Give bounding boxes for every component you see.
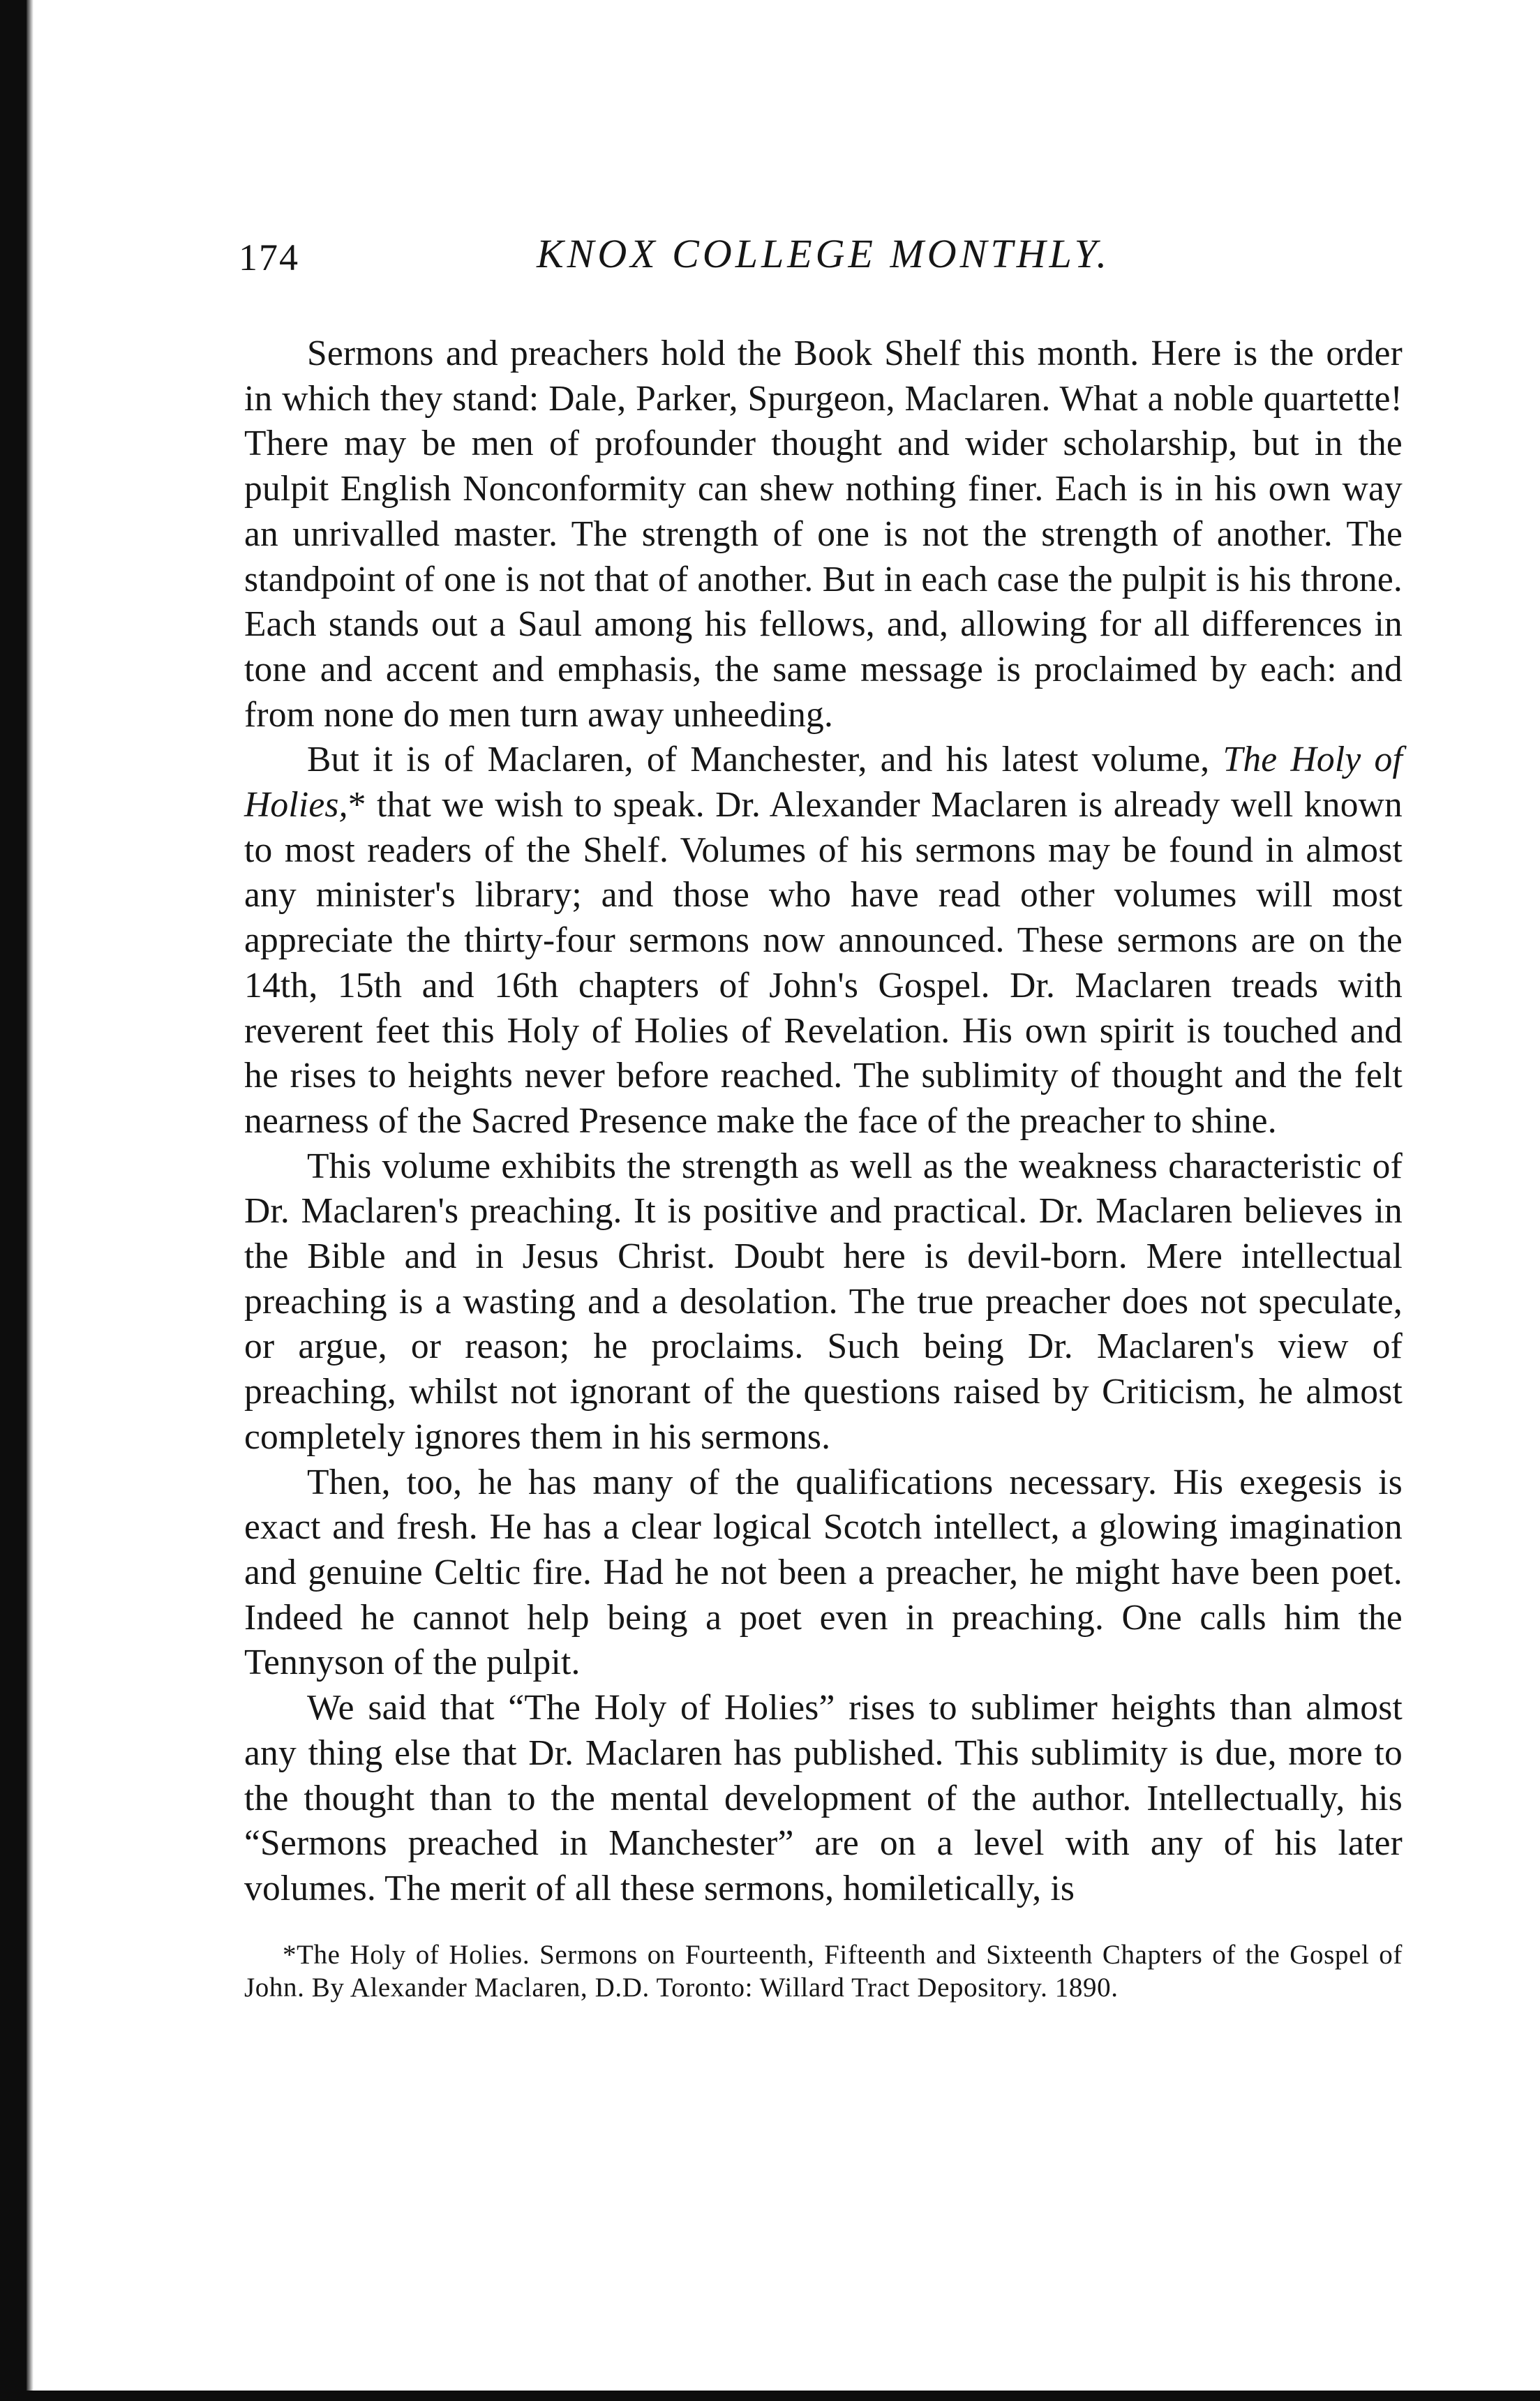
paragraph-3: This volume exhibits the strength as well as the weakness characteristic of Dr. Maclaren's preaching. It is positive and practical. Dr. Maclaren believes in the Bible and in Jesus Christ. Doubt here is devil-born. Mere intellectual preaching is a wasting and a desolation. The true preacher does not speculate, or argue, or reason; he proclaims. Such being Dr. Maclaren's view of preaching, whilst not ignorant of the questions raised by Criticism, he almost completely ignores them in his sermons. [244, 1146, 1403, 1457]
running-head [239, 230, 1403, 293]
paragraph-4: Then, too, he has many of the qualifications necessary. His exegesis is exact and fresh. He has a clear logical Scotch intellect, a glowing imagination and genuine Celtic fire. Had he not been a preacher, he might have been poet. Indeed he cannot help being a poet even in preaching. One calls him the Tennyson of the pulpit. [244, 1462, 1403, 1683]
book-title-italic: The Holy of Holies, [244, 740, 1403, 825]
paragraph-2 [244, 738, 1403, 1144]
journal-title: KNOX COLLEGE MONTHLY. [536, 231, 1111, 276]
paragraph-2-lead: But it is of Maclaren, of Manchester, and his latest volume, [307, 740, 1223, 780]
paragraph-1: Sermons and preachers hold the Book Shelf this month. Here is the order in which they stand: Dale, Parker, Spurgeon, Maclaren. What a noble quartette! There may be men of profounder thought and wider scholarship, but in the pulpit English Nonconformity can shew nothing finer. Each is in his own way an unrivalled master. The strength of one is not the strength of another. The standpoint of one is not that of another. But in each case the pulpit is his throne. Each stands out a Saul among his fellows, and, allowing for all differences in tone and accent and emphasis, the same message is proclaimed by each: and from none do men turn away unheeding. [244, 334, 1403, 735]
scan-left-edge-shadow [27, 0, 33, 2401]
page [239, 230, 1403, 2004]
scan-left-edge [0, 0, 27, 2401]
paragraph-5: We said that “The Holy of Holies” rises to sublimer heights than almost any thing else that Dr. Maclaren has published. This sublimity is due, more to the thought than to the mental development of the author. Intellectually, his “Sermons preached in Manchester” are on a level with any of his later volumes. The merit of all these sermons, homiletically, is [244, 1688, 1403, 1908]
scan-bottom-edge [0, 2391, 1540, 2401]
paragraph-2-rest: * that we wish to speak. Dr. Alexander Maclaren is already well known to most readers of the Shelf. Volumes of his sermons may be found in almost any minister's library; and those who have read other volumes will most appreciate the thirty-four sermons now announced. These sermons are on the 14th, 15th and 16th chapters of John's Gospel. Dr. Maclaren treads with reverent feet this Holy of Holies of Revelation. His own spirit is touched and he rises to heights never before reached. The sublimity of thought and the felt nearness of the Sacred Presence make the face of the preacher to shine. [244, 785, 1403, 1141]
footnote: *The Holy of Holies. Sermons on Fourteenth, Fifteenth and Sixteenth Chapters of the Gospel of John. By Alexander Maclaren, D.D. Toronto: Willard Tract Depository. 1890. [244, 1939, 1403, 2003]
page-number: 174 [239, 237, 299, 278]
